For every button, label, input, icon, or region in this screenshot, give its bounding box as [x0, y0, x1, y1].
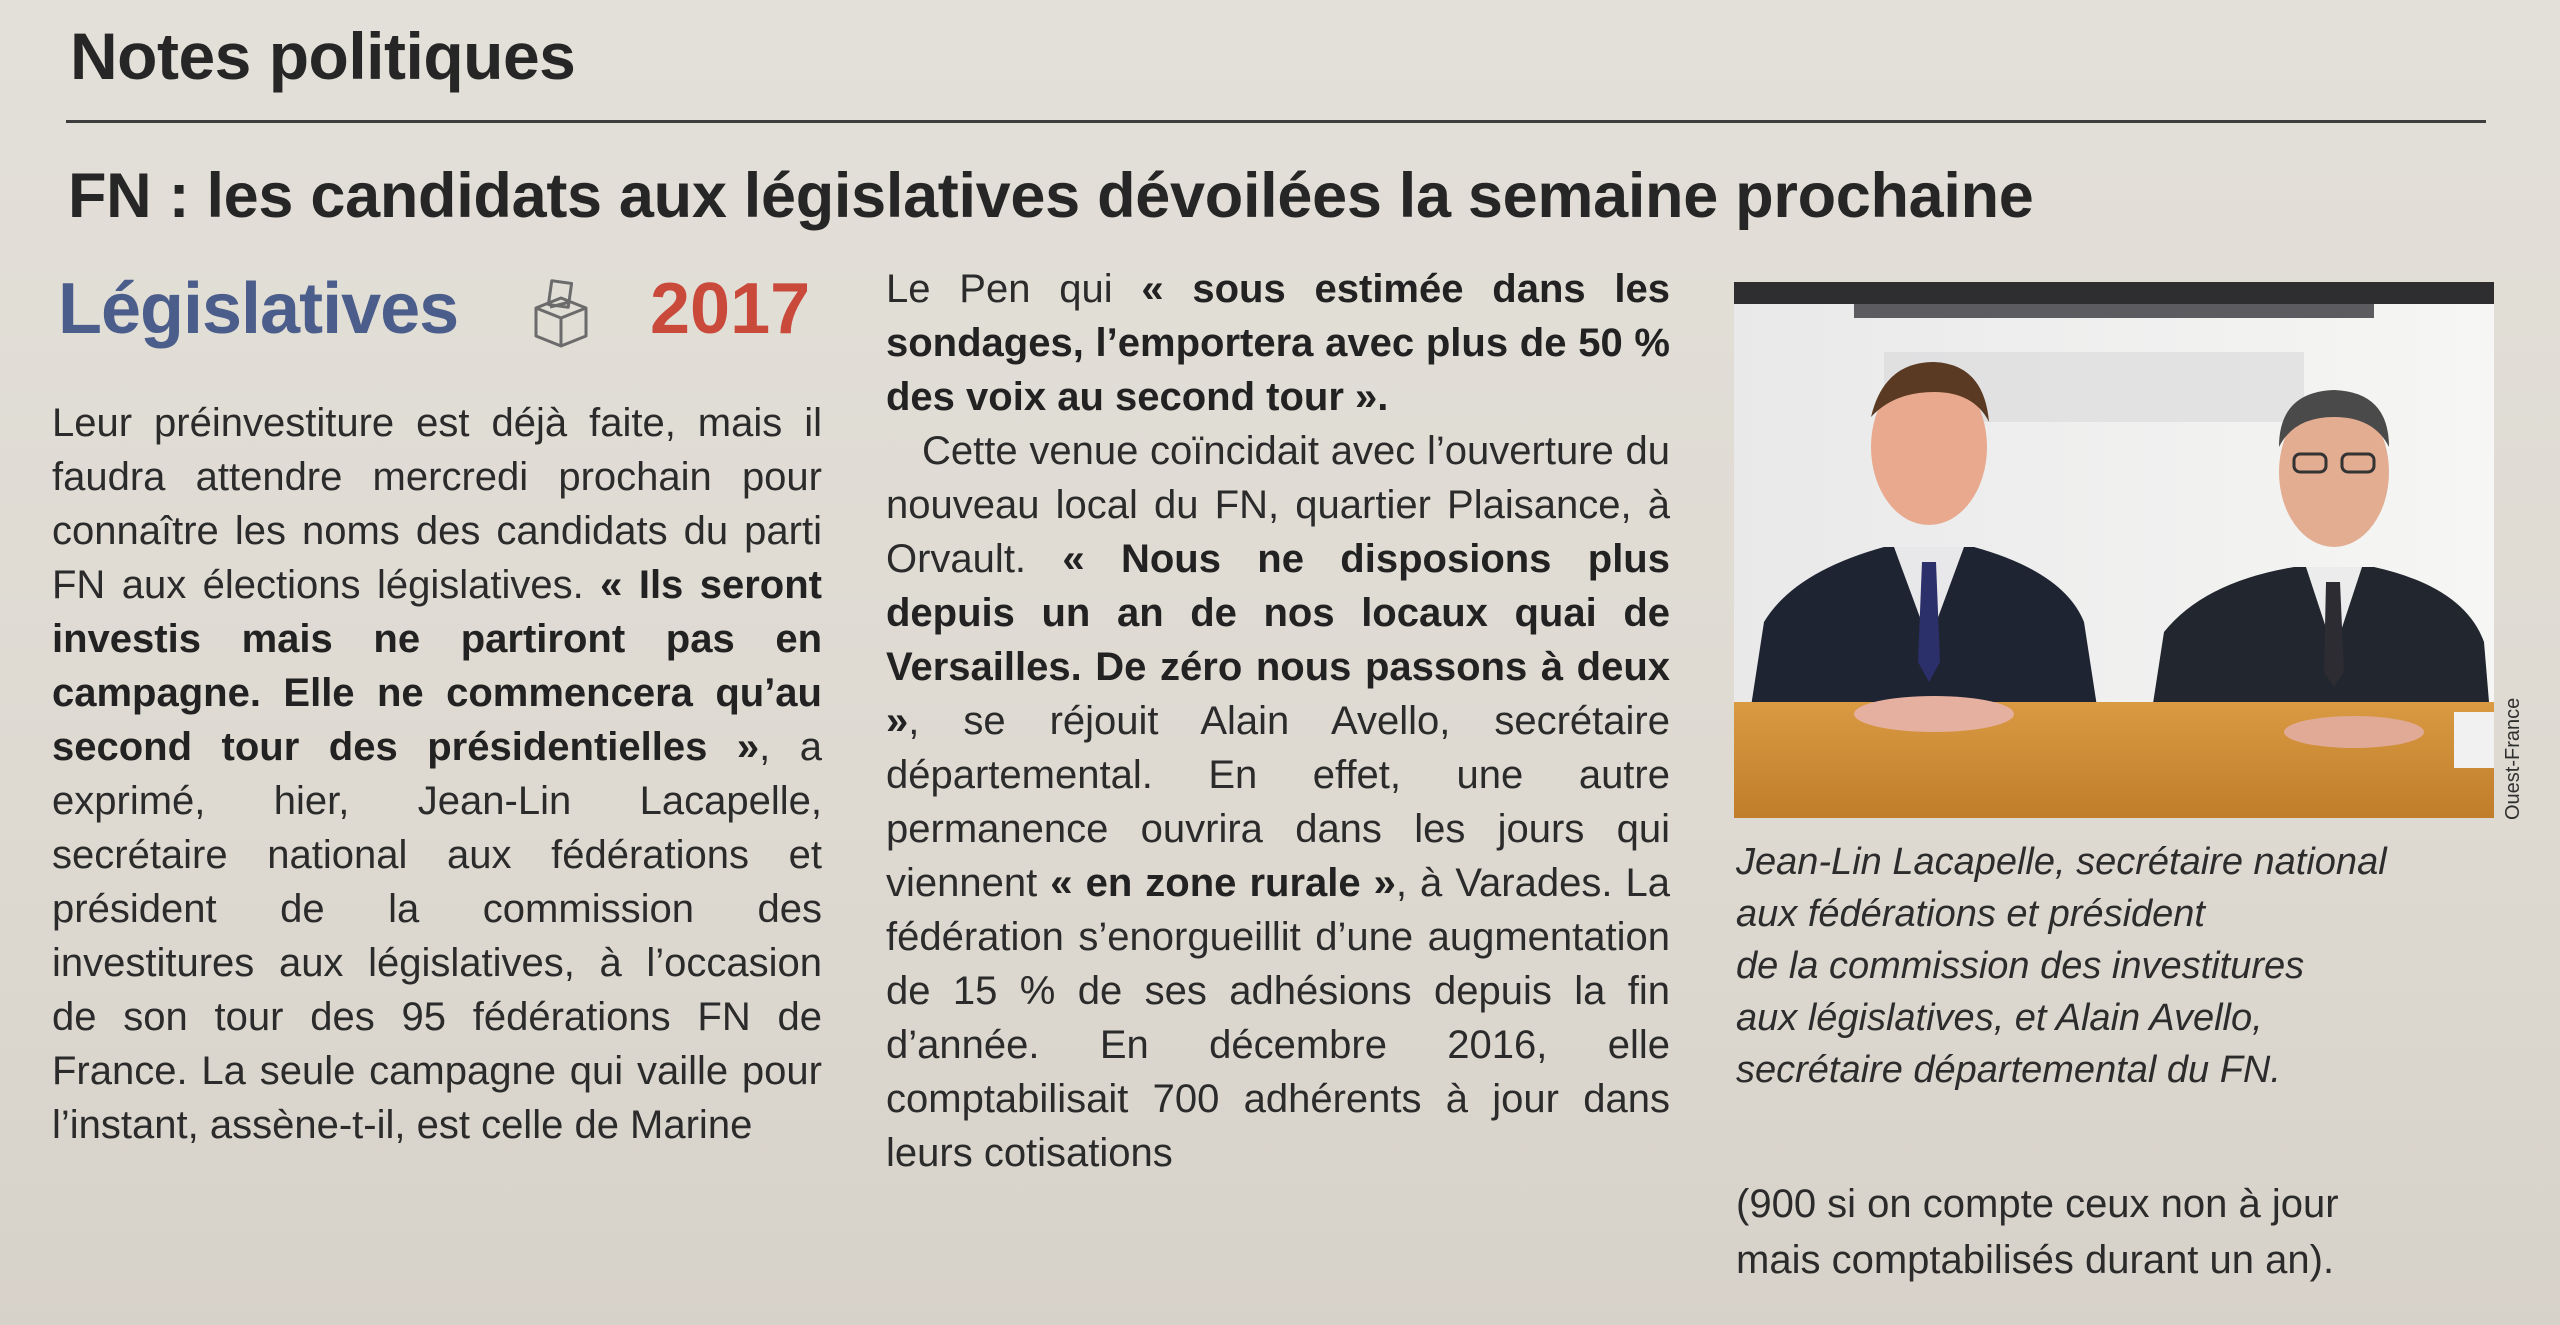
text-run: Cette venue coïncidait avec l’ouverture du nouveau local du FN, quartier Plaisance, à Orvault.	[886, 429, 1670, 581]
caption-line: secrétaire départemental du FN.	[1736, 1049, 2281, 1091]
caption-line: aux législatives, et Alain Avello,	[1736, 997, 2263, 1039]
quote-run: « Ils seront investis mais ne partiront pas en campagne. Elle ne commencera qu’au second tour des présidentielles »	[52, 563, 822, 769]
badge-year: 2017	[650, 269, 811, 349]
photo-caption	[1736, 836, 2496, 1096]
text-run: , à Varades. La fédération s’enorgueillit d’une augmentation de 15 % de ses adhésions depuis la fin d’année. En décembre 2016, elle comptabilisait 700 adhérents à jour dans leurs cotisations	[886, 861, 1671, 1175]
ballot-box-icon	[528, 278, 594, 350]
text-run: Le Pen qui	[886, 267, 1142, 311]
section-rule	[66, 120, 2486, 123]
continuation-line: mais comptabilisés durant un an).	[1736, 1238, 2335, 1282]
photo-credit: Ouest-France	[2502, 697, 2524, 820]
text-run: , se réjouit Alain Avello, secrétaire départemental. En effet, une autre permanence ouvrira dans les jours qui viennent	[886, 699, 1670, 905]
quote-run: « Nous ne disposions plus depuis un an de nos locaux quai de Versailles. De zéro nous passons à deux »	[886, 537, 1670, 743]
caption-line: aux fédérations et président	[1736, 893, 2205, 935]
legislatives-badge	[58, 268, 828, 358]
quote-run: « en zone rurale »	[1050, 861, 1396, 905]
column-2-paragraph-1	[886, 262, 1670, 424]
column-2-paragraph-2	[886, 424, 1670, 1180]
continuation-line: (900 si on compte ceux non à jour	[1736, 1182, 2339, 1226]
caption-line: de la commission des investitures	[1736, 945, 2305, 987]
column-1-paragraph	[52, 396, 822, 1152]
article-column-2	[886, 262, 1670, 1180]
text-run: , a exprimé, hier, Jean-Lin Lacapelle, secrétaire national aux fédérations et président de la commission des investitures aux législatives, à l’occasion de son tour des 95 fédérations FN de France. La seule campagne qui vaille pour l’instant, assène-t-il, est celle de Marine	[52, 725, 822, 1147]
badge-word: Législatives	[58, 269, 459, 349]
quote-run: « sous estimée dans les sondages, l’emportera avec plus de 50 % des voix au second tour ».	[886, 267, 1670, 419]
article-headline: FN : les candidats aux législatives dévoilées la semaine prochaine	[68, 161, 2034, 231]
text-run: Leur préinvestiture est déjà faite, mais il faudra attendre mercredi prochain pour connaître les noms des candidats du parti FN aux élections législatives.	[52, 401, 822, 607]
article-continuation	[1736, 1176, 2496, 1288]
caption-line: Jean-Lin Lacapelle, secrétaire national	[1736, 841, 2387, 883]
section-title: Notes politiques	[70, 19, 576, 93]
article-column-1	[52, 396, 822, 1152]
article-photo	[1734, 282, 2494, 818]
